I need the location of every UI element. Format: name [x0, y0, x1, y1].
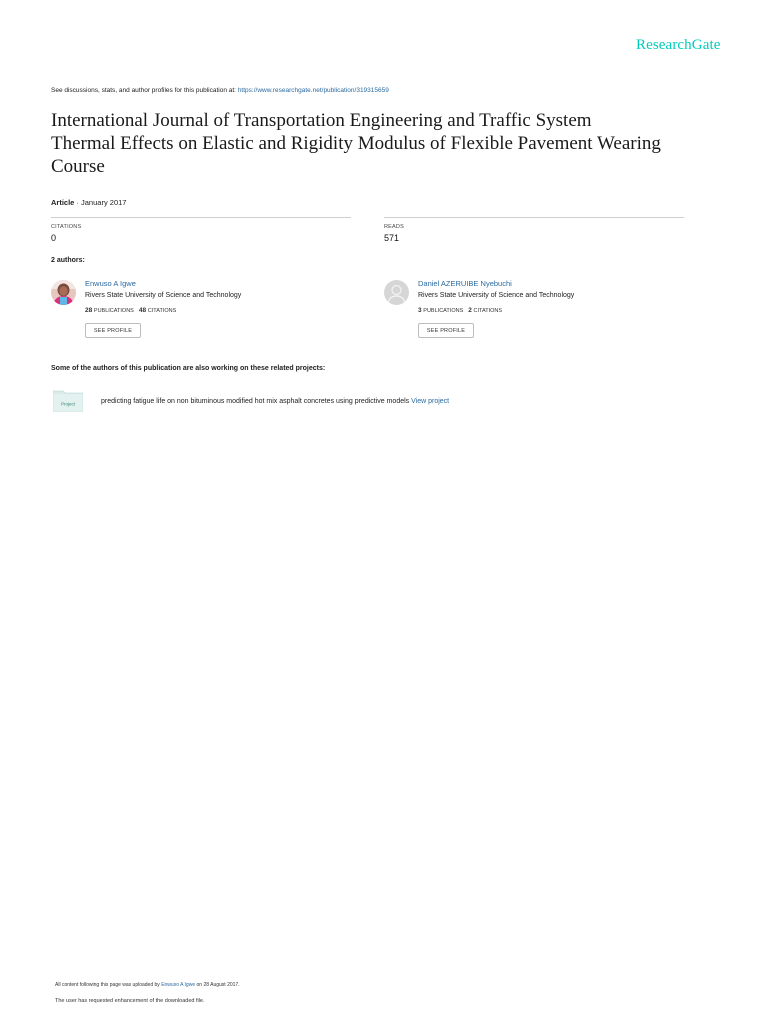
project-icon-label: Project: [60, 401, 76, 407]
author-2-publications-count: 3: [418, 307, 422, 314]
title-line-3: Course: [51, 156, 105, 177]
publication-url-link[interactable]: https://www.researchgate.net/publication/319315659: [237, 87, 389, 94]
reads-label: READS: [384, 224, 404, 230]
upload-suffix: on 28 August 2017.: [196, 982, 240, 988]
author-2-citations-count: 2: [468, 307, 472, 314]
discussion-text: See discussions, stats, and author profiles for this publication at:: [51, 87, 236, 94]
default-user-icon: [384, 280, 409, 305]
title-line-1: International Journal of Transportation Engineering and Traffic System: [51, 110, 592, 131]
uploader-link[interactable]: Enwuso A Igwe: [161, 982, 196, 988]
author-1-affiliation: Rivers State University of Science and Technology: [85, 292, 242, 299]
publication-type: Article: [51, 198, 75, 207]
authors-heading: 2 authors:: [51, 257, 85, 264]
title-line-2: Thermal Effects on Elastic and Rigidity Modulus of Flexible Pavement Wearing: [51, 133, 661, 154]
author-2-publications-label: PUBLICATIONS: [423, 308, 464, 314]
related-projects-heading: Some of the authors of this publication are also working on these related projects:: [51, 365, 326, 372]
researchgate-logo[interactable]: ResearchGate: [636, 37, 721, 53]
publication-title: [51, 109, 741, 178]
project-folder-icon[interactable]: [53, 390, 83, 412]
upload-note: [55, 982, 240, 988]
citations-divider: [51, 217, 351, 218]
enhancement-note: The user has requested enhancement of the downloaded file.: [55, 998, 205, 1004]
author-1-counts: [85, 307, 176, 314]
author-2-avatar[interactable]: [384, 280, 409, 305]
author-2-counts: [418, 307, 502, 314]
author-1-publications-count: 28: [85, 307, 93, 314]
citations-label: CITATIONS: [51, 224, 82, 230]
author-1-avatar[interactable]: [51, 280, 76, 305]
reads-value: 571: [384, 233, 400, 243]
folder-icon: [53, 390, 83, 412]
project-item: [101, 398, 449, 405]
author-1-citations-label: CITATIONS: [147, 308, 177, 314]
publication-date: January 2017: [81, 198, 127, 207]
author-2-see-profile-button[interactable]: SEE PROFILE: [418, 323, 474, 338]
author-2-citations-label: CITATIONS: [473, 308, 503, 314]
citations-value: 0: [51, 233, 57, 243]
meta-separator: ·: [74, 198, 82, 207]
author-2-name-link[interactable]: Daniel AZERUIBE Nyebuchi: [418, 279, 512, 288]
publication-meta: [51, 198, 126, 207]
author-photo-icon: [51, 280, 76, 305]
view-project-link[interactable]: View project: [411, 398, 450, 405]
project-title: predicting fatigue life on non bituminous modified hot mix asphalt concretes using predictive models: [101, 398, 410, 405]
upload-prefix: All content following this page was uploaded by: [55, 982, 160, 988]
author-2-affiliation: Rivers State University of Science and Technology: [418, 292, 575, 299]
author-1-publications-label: PUBLICATIONS: [93, 308, 134, 314]
author-1-see-profile-button[interactable]: SEE PROFILE: [85, 323, 141, 338]
author-1-citations-count: 48: [138, 307, 147, 314]
author-1-name-link[interactable]: Enwuso A Igwe: [85, 279, 136, 288]
reads-divider: [384, 217, 684, 218]
discussion-line: [51, 87, 389, 94]
